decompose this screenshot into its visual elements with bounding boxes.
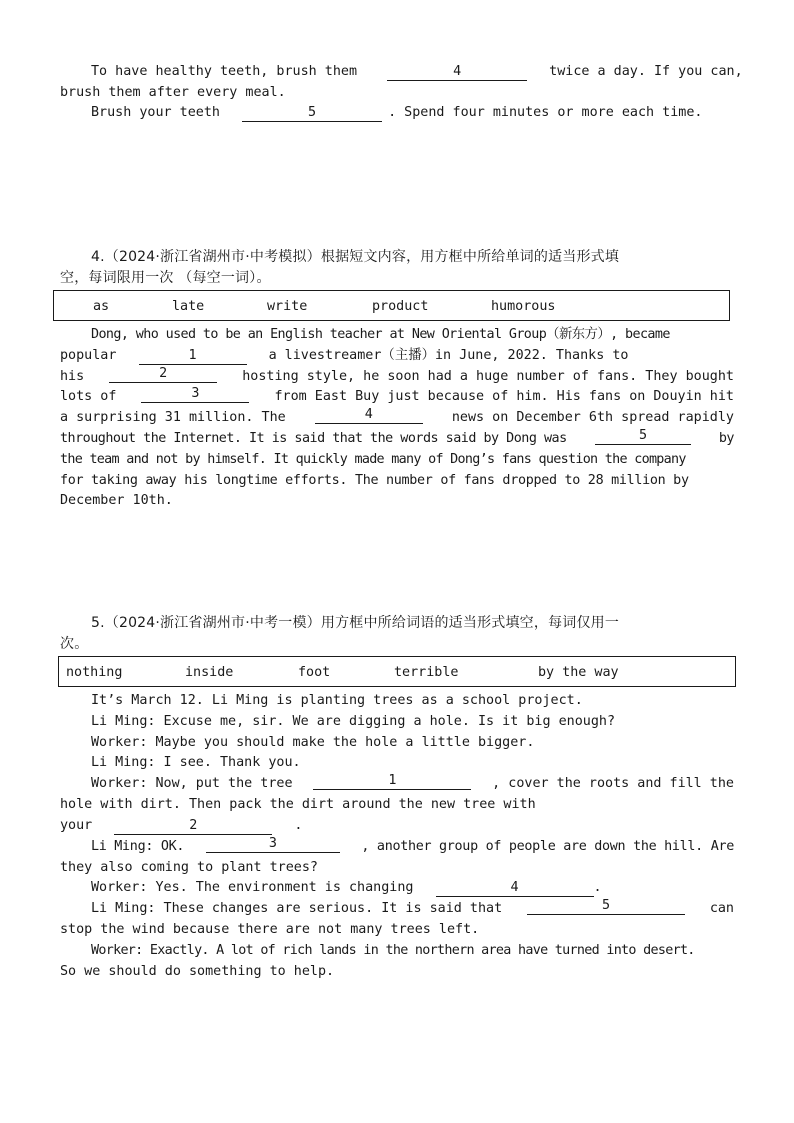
answer-blank[interactable]: 2 [109,366,217,383]
text-line: Brush your teeth 5 . Spend four minutes or more each time. [91,105,703,120]
dialogue-line: stop the wind because there are not many trees left. [60,922,480,937]
text-line: a surprising 31 million. The 4 news on December 6th spread rapidly [60,407,734,425]
answer-blank[interactable]: 4 [315,407,423,424]
answer-blank[interactable]: 2 [114,818,272,835]
word-box [53,290,730,321]
text-line: the team and not by himself. It quickly made many of Dong’s fans question the company [60,452,686,467]
dialogue-line: Li Ming: These changes are serious. It is said that 5 can [91,898,734,916]
word-option: as [93,299,110,314]
dialogue-line: It’s March 12. Li Ming is planting trees as a school project. [91,693,583,708]
word-option: terrible [394,665,459,680]
answer-blank[interactable]: 4 [387,64,527,81]
text-line: for taking away his longtime efforts. The number of fans dropped to 28 million by [60,473,689,488]
dialogue-line: hole with dirt. Then pack the dirt around the new tree with [60,797,536,812]
question-5-header-cont: 次。 [60,636,89,652]
text-line: throughout the Internet. It is said that the words said by Dong was 5 by [60,428,734,446]
question-4-header: 4.（2024·浙江省湖州市·中考模拟）根据短文内容，用方框中所给单词的适当形式填 [91,249,620,265]
text-line: popular 1 a livestreamer（主播）in June, 2022. Thanks to [60,348,629,363]
text-line: lots of 3 from East Buy just because of him. His fans on Douyin hit [60,386,734,404]
question-5-header: 5.（2024·浙江省湖州市·中考一模）用方框中所给词语的适当形式填空，每词仅用一 [91,615,620,631]
word-box [58,656,736,687]
answer-blank[interactable]: 1 [139,348,247,365]
dialogue-line: your 2 . [60,818,303,833]
word-option: write [267,299,308,314]
word-option: foot [298,665,331,680]
dialogue-line: Worker: Maybe you should make the hole a little bigger. [91,735,535,750]
word-option: by the way [538,665,619,680]
text-line: Dong, who used to be an English teacher at New Oriental Group（新东方）, became [91,327,670,342]
dialogue-line: Worker: Exactly. A lot of rich lands in the northern area have turned into desert. [91,943,695,958]
text-line: December 10th. [60,493,173,508]
dialogue-line: Worker: Now, put the tree 1 , cover the roots and fill the [91,773,734,791]
answer-blank[interactable]: 5 [527,898,685,915]
word-option: humorous [491,299,556,314]
text-line: To have healthy teeth, brush them 4 twice a day. If you can, [91,64,743,79]
dialogue-line: Li Ming: Excuse me, sir. We are digging a hole. Is it big enough? [91,714,616,729]
answer-blank[interactable]: 5 [242,105,382,122]
word-option: nothing [66,665,123,680]
text-line: his 2 hosting style, he soon had a huge number of fans. They bought [60,366,734,384]
question-4-header-cont: 空，每词限用一次 （每空一词）。 [60,270,271,286]
dialogue-line: So we should do something to help. [60,964,335,979]
text-line: brush them after every meal. [60,85,286,100]
dialogue-line: Worker: Yes. The environment is changing 4 . [91,880,602,895]
answer-blank[interactable]: 3 [206,836,340,853]
answer-blank[interactable]: 1 [313,773,471,790]
dialogue-line: Li Ming: I see. Thank you. [91,755,301,770]
answer-blank[interactable]: 5 [595,428,691,445]
word-option: product [372,299,429,314]
word-option: inside [185,665,234,680]
answer-blank[interactable]: 3 [141,386,249,403]
word-option: late [172,299,205,314]
dialogue-line: they also coming to plant trees? [60,860,318,875]
dialogue-line: Li Ming: OK. 3 , another group of people are down the hill. Are [91,836,734,854]
answer-blank[interactable]: 4 [436,880,594,897]
